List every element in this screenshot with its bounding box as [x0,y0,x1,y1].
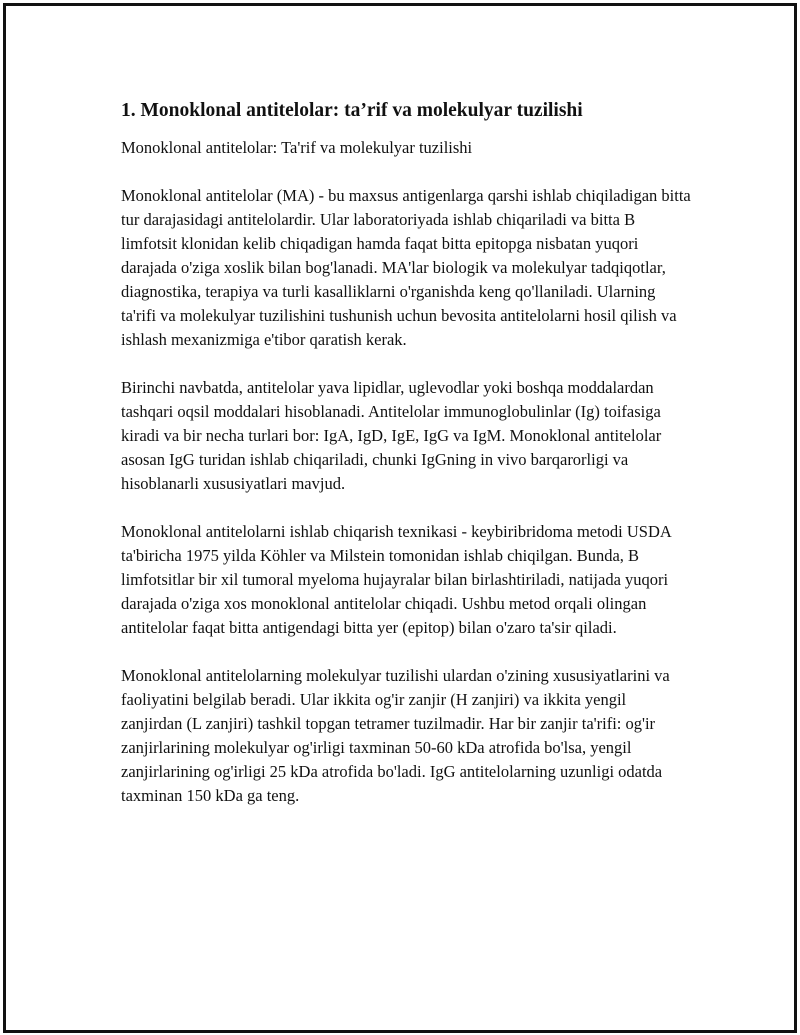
document-body [121,98,691,808]
section-heading: 1. Monoklonal antitelolar: ta’rif va molekulyar tuzilishi [121,100,583,121]
paragraph-definition: Monoklonal antitelolar (MA) - bu maxsus antigenlarga qarshi ishlab chiqiladigan bitta tur darajasidagi antitelolardir. Ular laboratoriyada ishlab chiqariladi va bitta B limfotsit klonidan kelib chiqadigan hamda faqat bitta epitopga nisbatan yuqori darajada o'ziga xoslik bilan bog'lanadi. MA'lar biologik va molekulyar tadqiqotlar, diagnostika, terapiya va turli kasalliklarni o'rganishda keng qo'llaniladi. Ularning ta'rifi va molekulyar tuzilishini tushunish uchun bevosita antitelolarni hosil qilish va ishlash mexanizmiga e'tibor qaratish kerak. [121,186,691,349]
section-subtitle: Monoklonal antitelolar: Ta'rif va molekulyar tuzilishi [121,138,473,157]
paragraph-immunoglobulins: Birinchi navbatda, antitelolar yava lipidlar, uglevodlar yoki boshqa moddalardan tashqari oqsil moddalari hisoblanadi. Antitelolar immunoglobulinlar (Ig) toifasiga kiradi va bir necha turlari bor: IgA, IgD, IgE, IgG va IgM. Monoklonal antitelolar asosan IgG turidan ishlab chiqariladi, chunki IgGning in vivo barqarorligi va hisoblanarli xususiyatlari mavjud. [121,378,662,493]
paragraph-hybridoma-method: Monoklonal antitelolarni ishlab chiqarish texnikasi - keybiribridoma metodi USDA ta'biricha 1975 yilda Köhler va Milstein tomonidan ishlab chiqilgan. Bunda, B limfotsitlar bir xil tumoral myeloma hujayralar bilan birlashtiriladi, natijada yuqori darajada o'ziga xos monoklonal antitelolar chiqadi. Ushbu metod orqali olingan antitelolar faqat bitta antigendagi bitta yer (epitop) bilan o'zaro ta'sir qiladi. [121,522,671,637]
document-page [3,3,797,1033]
paragraph-molecular-structure: Monoklonal antitelolarning molekulyar tuzilishi ulardan o'zining xususiyatlarini va faoliyatini belgilab beradi. Ular ikkita og'ir zanjir (H zanjiri) va ikkita yengil zanjirdan (L zanjiri) tashkil topgan tetramer tuzilmadir. Har bir zanjir ta'rifi: og'ir zanjirlarining molekulyar og'irligi taxminan 50-60 kDa atrofida bo'lsa, yengil zanjirlarining og'irligi 25 kDa atrofida bo'ladi. IgG antitelolarning uzunligi odatda taxminan 150 kDa ga teng. [121,666,670,805]
